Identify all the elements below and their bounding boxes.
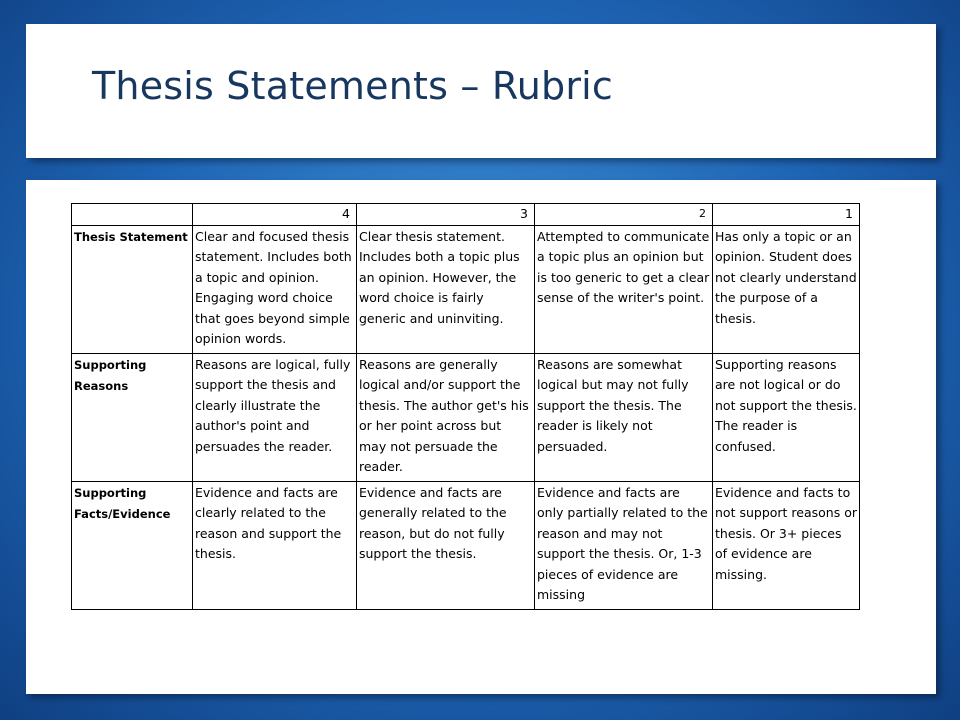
title-panel	[26, 24, 936, 158]
rubric-cell: Attempted to communicate a topic plus an opinion but is too generic to get a clear sense of the writer's point.	[535, 225, 713, 353]
rubric-header-row	[72, 204, 860, 226]
rubric-cell: Evidence and facts are clearly related to the reason and support the thesis.	[193, 481, 357, 609]
rubric-cell: Evidence and facts to not support reasons or thesis. Or 3+ pieces of evidence are missing.	[713, 481, 860, 609]
header-cell-score-3: 3	[357, 204, 535, 226]
rubric-row-supporting-reasons	[72, 353, 860, 481]
rubric-cell: Reasons are somewhat logical but may not fully support the thesis. The reader is likely not persuaded.	[535, 353, 713, 481]
criterion-label: Supporting Reasons	[72, 353, 193, 481]
rubric-cell: Reasons are generally logical and/or support the thesis. The author get's his or her point across but may not persuade the reader.	[357, 353, 535, 481]
header-cell-score-4: 4	[193, 204, 357, 226]
slide-title: Thesis Statements – Rubric	[92, 64, 614, 108]
rubric-row-thesis-statement	[72, 225, 860, 353]
rubric-cell: Clear and focused thesis statement. Includes both a topic and opinion. Engaging word choice that goes beyond simple opinion words.	[193, 225, 357, 353]
content-panel	[26, 180, 936, 694]
rubric-cell: Clear thesis statement. Includes both a topic plus an opinion. However, the word choice is fairly generic and uninviting.	[357, 225, 535, 353]
rubric-cell: Supporting reasons are not logical or do not support the thesis. The reader is confused.	[713, 353, 860, 481]
header-cell-empty	[72, 204, 193, 226]
header-cell-score-2: 2	[535, 204, 713, 226]
header-cell-score-1: 1	[713, 204, 860, 226]
criterion-label: Supporting Facts/Evidence	[72, 481, 193, 609]
rubric-cell: Evidence and facts are only partially related to the reason and may not support the thesis. Or, 1-3 pieces of evidence are missing	[535, 481, 713, 609]
rubric-cell: Evidence and facts are generally related to the reason, but do not fully support the thesis.	[357, 481, 535, 609]
rubric-cell: Has only a topic or an opinion. Student does not clearly understand the purpose of a thesis.	[713, 225, 860, 353]
rubric-row-supporting-facts	[72, 481, 860, 609]
rubric-cell: Reasons are logical, fully support the thesis and clearly illustrate the author's point and persuades the reader.	[193, 353, 357, 481]
rubric-table	[71, 203, 860, 610]
criterion-label: Thesis Statement	[72, 225, 193, 353]
